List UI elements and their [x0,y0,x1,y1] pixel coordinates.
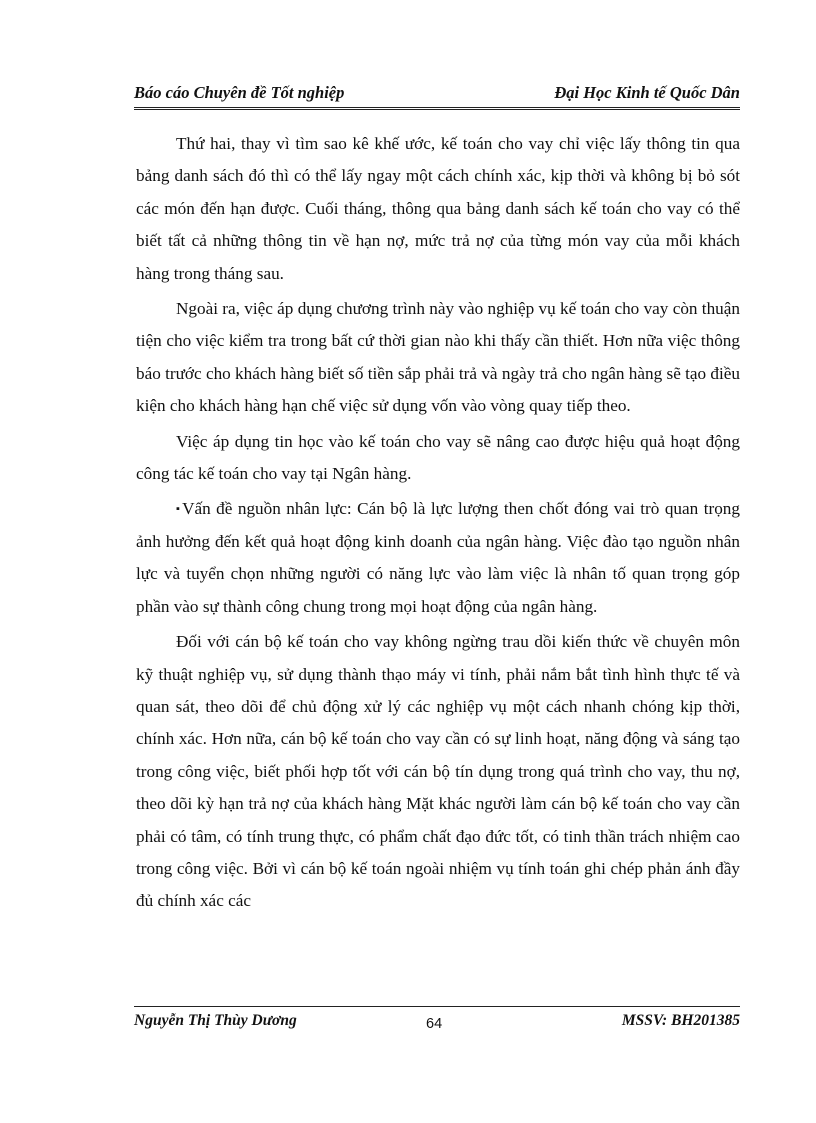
page-footer [134,1012,740,1036]
body-text [136,128,740,921]
footer-author: Nguyễn Thị Thùy Dương [134,1012,297,1029]
page-number: 64 [426,1016,443,1032]
paragraph-5: Đối với cán bộ kế toán cho vay không ngừng trau dồi kiến thức về chuyên môn kỹ thuật nghiệp vụ, sử dụng thành thạo máy vi tính, phải nắm bắt tình hình thực tế và quan sát, theo dõi để chủ động xử lý các nghiệp vụ một cách nhanh chóng kịp thời, chính xác. Hơn nữa, cán bộ kế toán cho vay cần có sự linh hoạt, năng động và sáng tạo trong công việc, biết phối hợp tốt với cán bộ tín dụng trong quá trình cho vay, thu nợ, theo dõi kỳ hạn trả nợ của khách hàng Mặt khác người làm cán bộ kế toán cho vay cần phải có tâm, có tính trung thực, có phẩm chất đạo đức tốt, có tinh thần trách nhiệm cao trong công việc. Bởi vì cán bộ kế toán ngoài nhiệm vụ tính toán ghi chép phản ánh đầy đủ chính xác các [136,632,740,911]
footer-student-id: MSSV: BH201385 [621,1012,740,1029]
paragraph-3: Việc áp dụng tin học vào kế toán cho vay sẽ nâng cao được hiệu quả hoạt động công tác kế toán cho vay tại Ngân hàng. [136,431,740,484]
header-report-title: Báo cáo Chuyên đề Tốt nghiệp [134,83,345,102]
paragraph-4-text: Vấn đề nguồn nhân lực: Cán bộ là lực lượng then chốt đóng vai trò quan trọng ảnh hưởng đến kết quả hoạt động kinh doanh của ngân hàng. Việc đào tạo nguồn nhân lực và tuyển chọn những người có năng lực vào làm việc là nhân tố quan trọng góp phần vào sự thành công chung trong mọi hoạt động của ngân hàng. [136,499,740,616]
header-university: Đại Học Kinh tế Quốc Dân [554,83,740,102]
footer-divider [134,1006,740,1007]
page-header [134,80,740,110]
paragraph-4 [136,493,740,623]
square-bullet-icon: ▪ [176,503,182,516]
paragraph-1: Thứ hai, thay vì tìm sao kê khế ước, kế toán cho vay chỉ việc lấy thông tin qua bảng danh sách đó thì có thể lấy ngay một cách chính xác, kịp thời và không bị bỏ sót các món đến hạn được. Cuối tháng, thông qua bảng danh sách kế toán cho vay có thể biết tất cả những thông tin về hạn nợ, mức trả nợ của từng món vay của mỗi khách hàng trong tháng sau. [136,134,740,283]
paragraph-2: Ngoài ra, việc áp dụng chương trình này vào nghiệp vụ kế toán cho vay còn thuận tiện cho việc kiểm tra trong bất cứ thời gian nào khi thấy cần thiết. Hơn nữa việc thông báo trước cho khách hàng biết số tiền sắp phải trả và ngày trả cho ngân hàng sẽ tạo điều kiện cho khách hàng hạn chế việc sử dụng vốn vào vòng quay tiếp theo. [136,299,741,416]
